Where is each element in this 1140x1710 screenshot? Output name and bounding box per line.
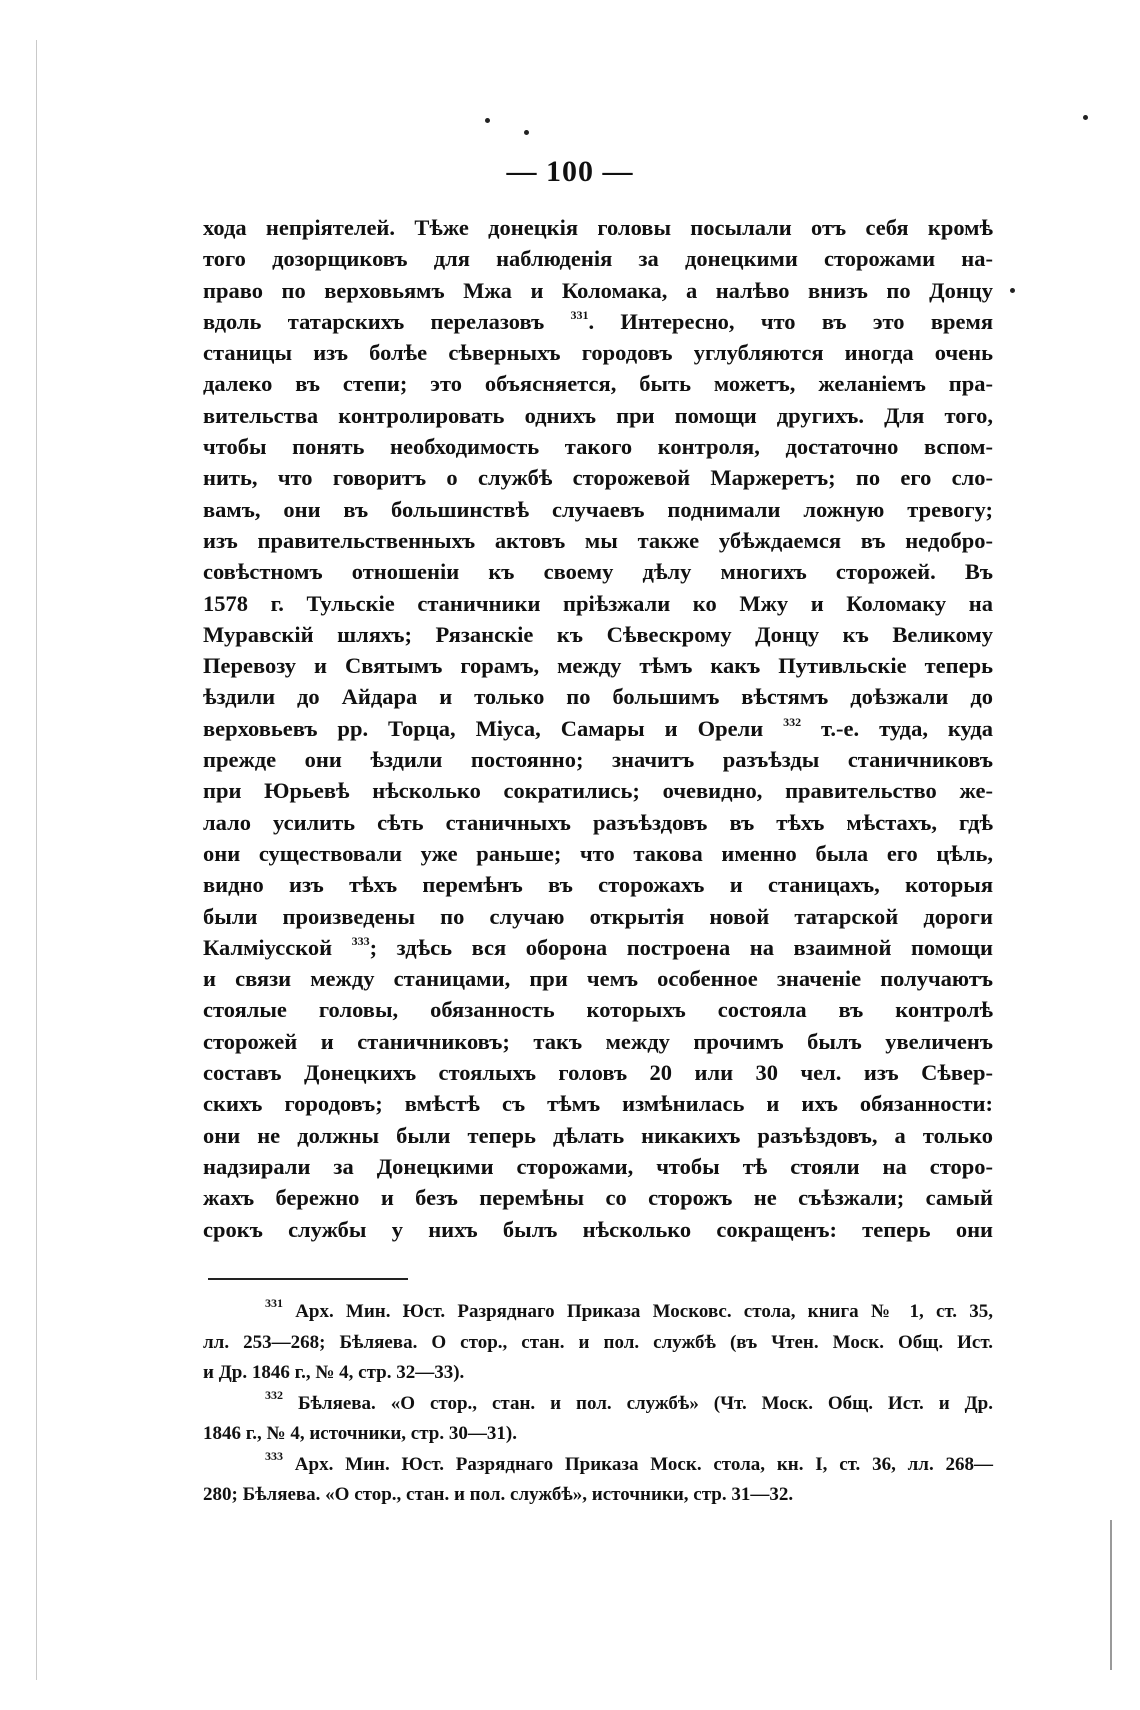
text-line [203,306,993,337]
text-line [203,650,993,681]
text-line [203,462,993,493]
text-line-content: прежде они ѣздили постоянно; значитъ разъѣзды станичниковъ [203,747,993,773]
text-line [203,556,993,587]
footnote-line [203,1480,993,1511]
text-line [203,368,993,399]
printing-speck [524,130,529,135]
text-line-content: при Юрьевѣ нѣсколько сократились; очевидно, правительство же- [203,778,993,804]
footnote-line [203,1389,993,1420]
text-line-content: верховьевъ рр. Торца, Міуса, Самары и Орели [203,715,784,741]
footnote-separator [208,1278,408,1280]
printing-speck [1010,288,1015,293]
footnote-marker: 333 [265,1448,283,1463]
text-line-content: того дозорщиковъ для наблюденія за донецкими сторожами на- [203,246,993,272]
text-line [203,400,993,431]
text-line-content: изъ правительственныхъ актовъ мы также убѣждаемся въ недобро- [203,527,993,553]
text-line [203,901,993,932]
text-line [203,994,993,1025]
text-line-content: скихъ городовъ; вмѣстѣ съ тѣмъ измѣнилась и ихъ обязанности: [203,1091,993,1117]
text-line [203,337,993,368]
text-line-content: жахъ бережно и безъ перемѣны со сторожъ не съѣзжали; самый [203,1185,993,1211]
footnote-line [203,1328,993,1359]
text-line-content: Перевозу и Святымъ горамъ, между тѣмъ какъ Путивльскіе теперь [203,653,993,679]
text-line-content: срокъ службы у нихъ былъ нѣсколько сокращенъ: теперь они [203,1216,993,1242]
text-line [203,275,993,306]
body-text [203,212,993,1245]
text-line-content: лало усилить сѣть станичныхъ разъѣздовъ въ тѣхъ мѣстахъ, гдѣ [203,809,993,835]
text-line-content: они не должны были теперь дѣлать никакихъ разъѣздовъ, а только [203,1122,993,1148]
text-line-content: чтобы понять необходимость такого контроля, достаточно вспом- [203,434,993,460]
footnote-line [203,1419,993,1450]
text-line-content: составъ Донецкихъ стоялыхъ головъ 20 или 30 чел. изъ Сѣвер- [203,1060,993,1086]
footnote-text: Бѣляева. «О стор., стан. и пол. службѣ» (Чт. Моск. Общ. Ист. и Др. [297,1392,993,1414]
text-line [203,494,993,525]
text-line [203,619,993,650]
footnote-reference: 333 [351,933,370,948]
footnote-line [203,1358,993,1389]
text-line-content: видно изъ тѣхъ перемѣнъ въ сторожахъ и станицахъ, которыя [203,872,993,898]
text-line-content: далеко въ степи; это объясняется, быть можетъ, желаніемъ пра- [203,371,993,397]
scan-edge-line [36,40,37,1680]
text-line [203,963,993,994]
footnote-text: и Др. 1846 г., № 4, стр. 32—33). [203,1362,465,1383]
text-line [203,932,993,963]
text-line-content: и связи между станицами, при чемъ особенное значеніе получаютъ [203,966,993,992]
text-line-content: сторожей и станичниковъ; такъ между прочимъ былъ увеличенъ [203,1028,993,1054]
footnote-reference: 332 [783,714,802,729]
footnote-marker: 331 [265,1296,283,1310]
text-line [203,212,993,243]
text-line [203,588,993,619]
text-line-content: Калміусской [203,934,352,960]
text-line-content: вительства контролировать однихъ при помощи другихъ. Для того, [203,402,993,428]
footnote-text: Арх. Мин. Юст. Разряднаго Приказа Моск. стола, кн. I, ст. 36, лл. 268— [294,1453,993,1475]
text-line-content: вамъ, они въ большинствѣ случаевъ поднимали ложную тревогу; [203,496,993,522]
text-line-content: вдоль татарскихъ перелазовъ [203,308,571,334]
text-line-continuation: ; здѣсь вся оборона построена на взаимной помощи [369,934,993,960]
footnote-text: 1846 г., № 4, источники, стр. 30—31). [203,1423,517,1444]
text-line-content: право по верховьямъ Мжа и Коломака, а налѣво внизъ по Донцу [203,277,993,303]
text-line [203,1182,993,1213]
text-line [203,838,993,869]
text-line-content: нить, что говоритъ о службѣ сторожевой Маржеретъ; по его сло- [203,465,993,491]
page-number: — 100 — [506,155,634,188]
text-line-content: Муравскій шляхъ; Рязанскіе къ Сѣвескрому Донцу къ Великому [203,621,993,647]
text-line [203,1057,993,1088]
text-line [203,1120,993,1151]
text-line-continuation: . Интересно, что въ это время [588,308,994,334]
text-line [203,1151,993,1182]
text-line-content: были произведены по случаю открытія новой татарской дороги [203,903,993,929]
text-line [203,713,993,744]
text-line-content: совѣстномъ отношеніи къ своему дѣлу многихъ сторожей. Въ [203,559,993,585]
text-line [203,744,993,775]
footnote-line [203,1450,993,1481]
text-line [203,775,993,806]
text-line-continuation: т.-е. туда, куда [801,715,993,741]
printing-speck [485,118,490,123]
text-line [203,869,993,900]
printing-speck [1083,115,1088,120]
text-line [203,525,993,556]
text-line [203,431,993,462]
text-line-content: они существовали уже раньше; что такова именно была его цѣль, [203,840,993,866]
footnote-text: лл. 253—268; Бѣляева. О стор., стан. и пол. службѣ (въ Чтен. Моск. Общ. Ист. [203,1331,993,1353]
footnote-line [203,1297,993,1328]
text-line [203,1214,993,1245]
scan-edge-mark [1110,1520,1112,1670]
text-line-content: хода непріятелей. Тѣже донецкія головы посылали отъ себя кромѣ [203,215,993,240]
footnote-reference: 331 [570,307,589,322]
footnote-marker: 332 [265,1387,283,1402]
text-line [203,243,993,274]
text-line [203,807,993,838]
text-line-content: 1578 г. Тульскіе станичники пріѣзжали ко Мжу и Коломаку на [203,590,993,616]
footnotes [203,1297,993,1511]
text-line [203,681,993,712]
text-line-content: ѣздили до Айдара и только по большимъ вѣстямъ доѣзжали до [203,684,993,710]
text-line-content: станицы изъ болѣе сѣверныхъ городовъ углубляются иногда очень [203,340,993,366]
text-line [203,1088,993,1119]
text-line-content: надзирали за Донецкими сторожами, чтобы тѣ стояли на сторо- [203,1153,993,1179]
text-line [203,1026,993,1057]
footnote-text: Арх. Мин. Юст. Разряднаго Приказа Московс. стола, книга № 1, ст. 35, [295,1301,993,1322]
text-line-content: стоялые головы, обязанность которыхъ состояла въ контролѣ [203,997,993,1023]
footnote-text: 280; Бѣляева. «О стор., стан. и пол. службѣ», источники, стр. 31—32. [203,1484,794,1505]
